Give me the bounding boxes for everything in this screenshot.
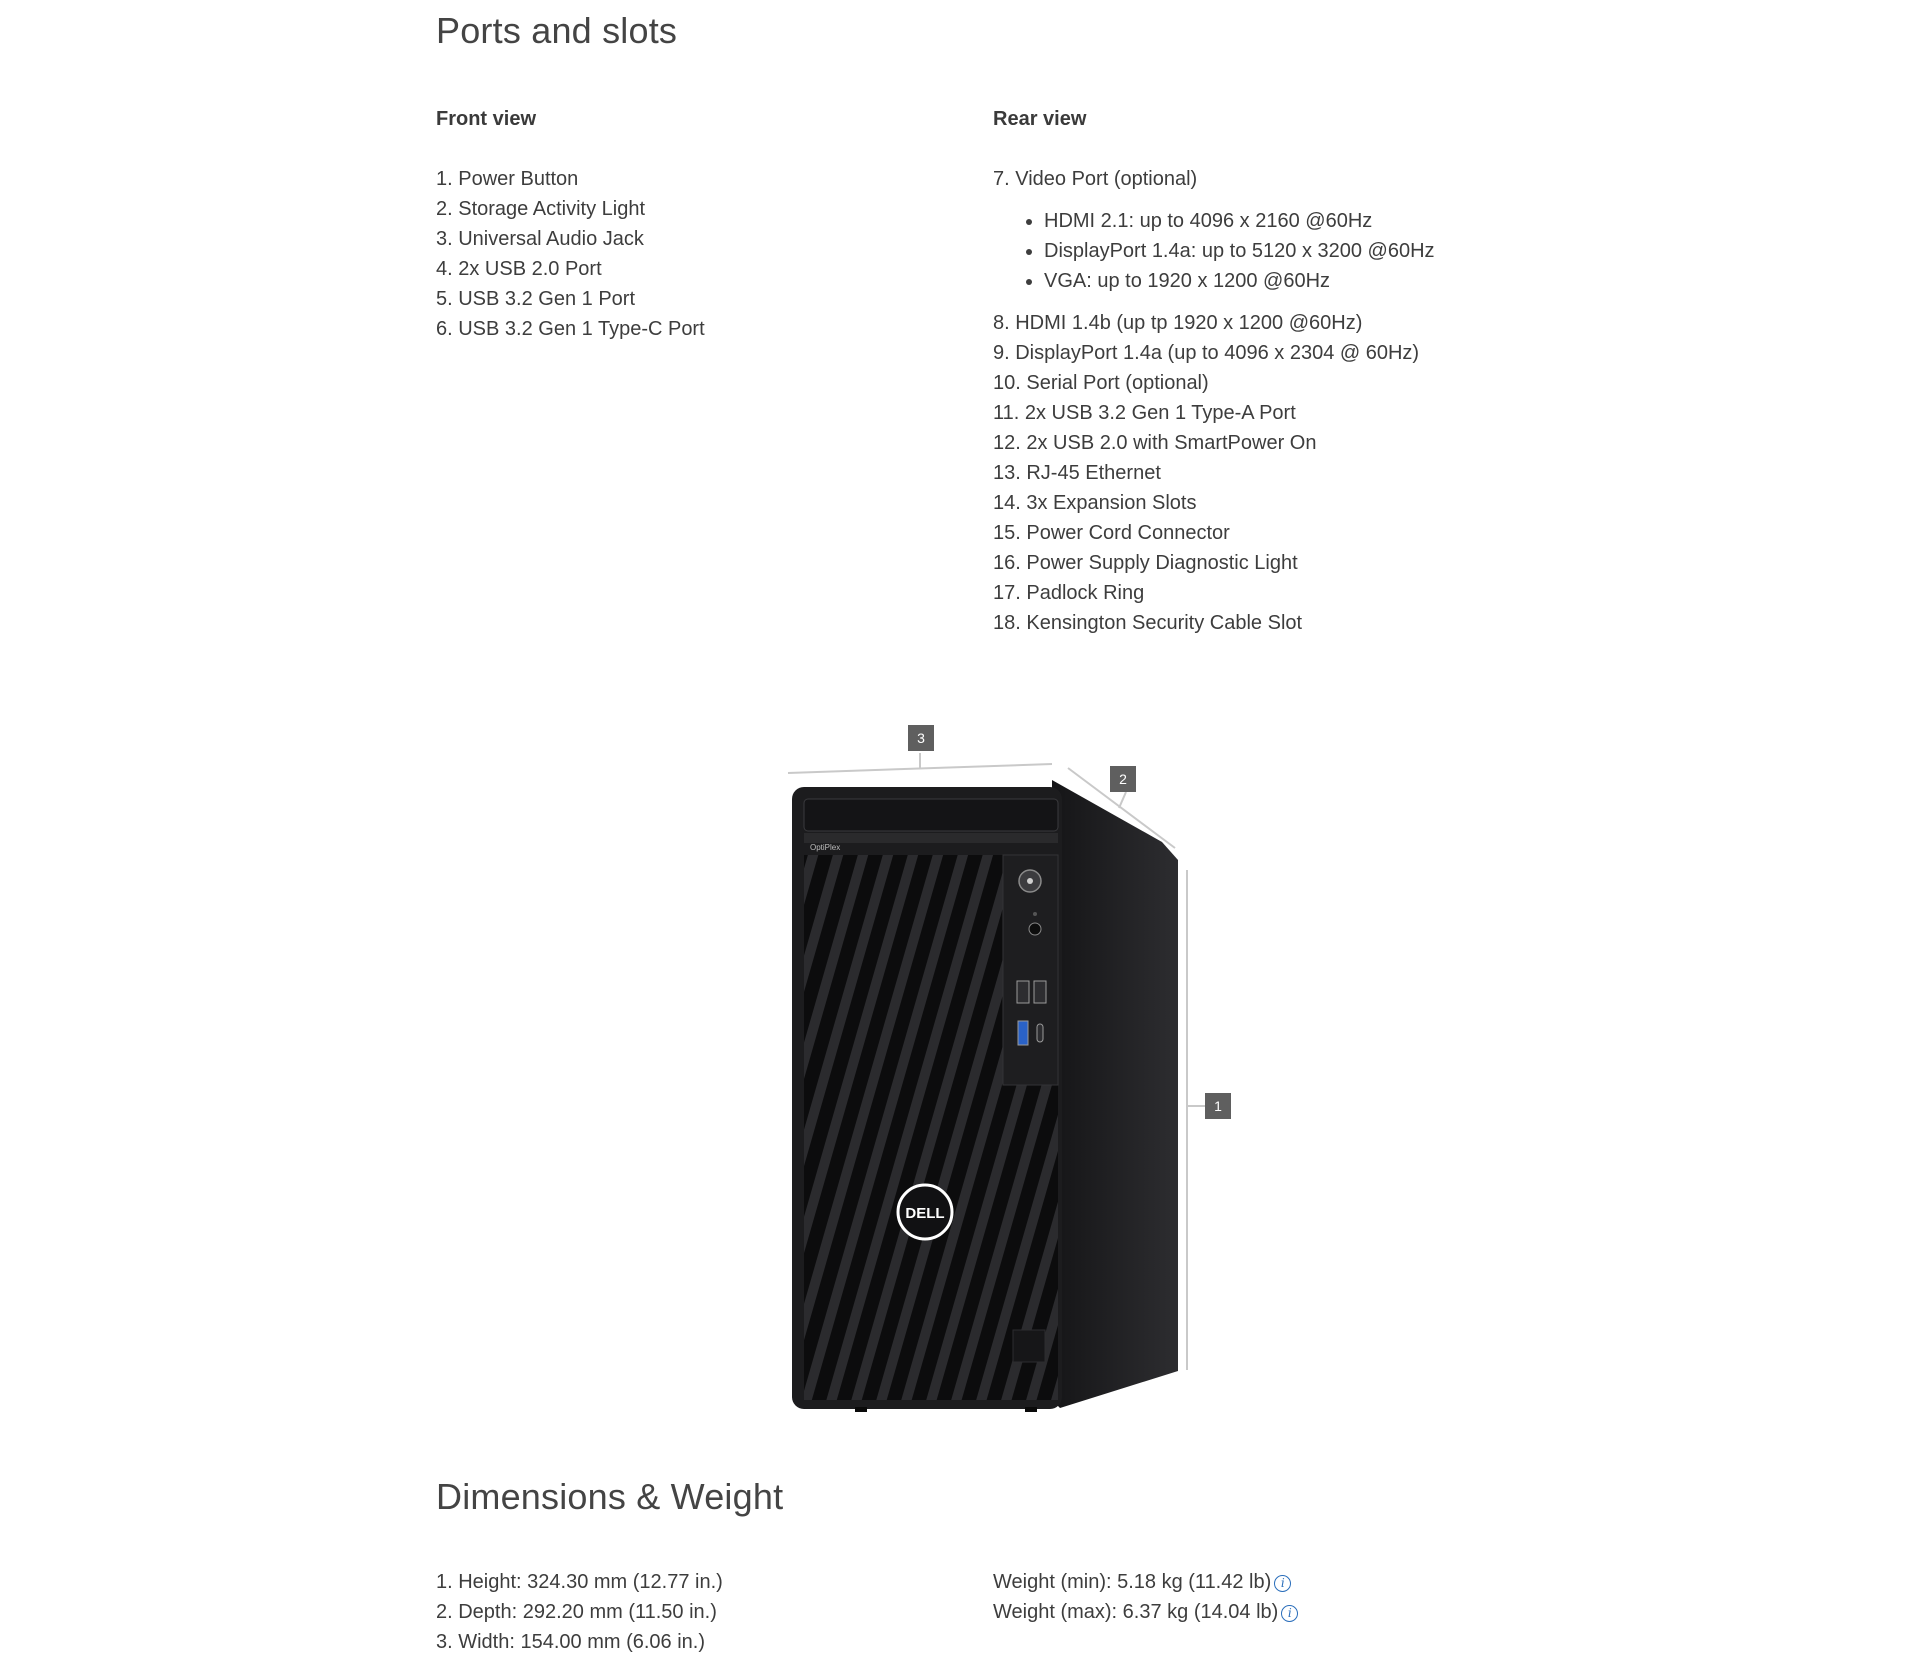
list-item: 2. Depth: 292.20 mm (11.50 in.) <box>436 1601 717 1623</box>
list-item: 5. USB 3.2 Gen 1 Port <box>436 288 635 310</box>
height-callout-label: 1 <box>1214 1098 1222 1114</box>
list-item: 4. 2x USB 2.0 Port <box>436 258 602 280</box>
depth-callout-label: 2 <box>1119 771 1127 787</box>
list-item: 1. Power Button <box>436 168 579 190</box>
usb-port-icon <box>1034 981 1046 1003</box>
dimensions-section-title: Dimensions & Weight <box>436 1476 784 1517</box>
usb-c-port-icon <box>1037 1024 1043 1042</box>
product-dimensions-figure <box>770 715 1250 1415</box>
list-item: 14. 3x Expansion Slots <box>993 492 1197 514</box>
depth-callout-badge <box>1110 766 1136 792</box>
dimensions-column <box>436 1567 723 1657</box>
list-item: 6. USB 3.2 Gen 1 Type-C Port <box>436 318 705 340</box>
front-view-column <box>436 104 705 344</box>
video-option: • VGA: up to 1920 x 1200 @60Hz <box>1044 266 1435 296</box>
list-item: 3. Universal Audio Jack <box>436 228 644 250</box>
ports-section-title: Ports and slots <box>436 10 678 51</box>
weight-column <box>993 1567 1298 1627</box>
list-item: 16. Power Supply Diagnostic Light <box>993 552 1298 574</box>
list-item: 8. HDMI 1.4b (up tp 1920 x 1200 @60Hz) <box>993 312 1363 334</box>
audio-jack-icon <box>1029 923 1041 935</box>
info-icon[interactable]: i <box>1274 1575 1291 1592</box>
brand-logo-text: DELL <box>905 1205 945 1222</box>
rear-view-column <box>993 104 1435 638</box>
width-callout-label: 3 <box>917 730 925 746</box>
list-item: 11. 2x USB 3.2 Gen 1 Type-A Port <box>993 402 1296 424</box>
list-item: 9. DisplayPort 1.4a (up to 4096 x 2304 @ 60Hz) <box>993 342 1420 364</box>
video-option: • HDMI 2.1: up to 4096 x 2160 @60Hz <box>1044 206 1435 236</box>
list-item: 10. Serial Port (optional) <box>993 372 1209 394</box>
list-item: 12. 2x USB 2.0 with SmartPower On <box>993 432 1317 454</box>
width-callout-badge <box>908 725 934 751</box>
rear-ports-list <box>993 164 1435 638</box>
dimensions-list <box>436 1567 723 1657</box>
weight-max-row <box>993 1597 1298 1627</box>
weight-min-text: Weight (min): 5.18 kg (11.42 lb) <box>993 1571 1272 1593</box>
list-item <box>993 164 1435 296</box>
list-item: 1. Height: 324.30 mm (12.77 in.) <box>436 1571 723 1593</box>
video-options-list <box>993 206 1435 296</box>
depth-leader-line <box>1119 792 1126 808</box>
list-item: 15. Power Cord Connector <box>993 522 1230 544</box>
front-ports-list <box>436 164 705 344</box>
desktop-tower-image <box>792 780 1178 1412</box>
list-item: 13. RJ-45 Ethernet <box>993 462 1161 484</box>
list-item: 3. Width: 154.00 mm (6.06 in.) <box>436 1631 706 1653</box>
list-item: 2. Storage Activity Light <box>436 198 646 220</box>
rear-view-heading: Rear view <box>993 108 1087 130</box>
list-item: 17. Padlock Ring <box>993 582 1145 604</box>
front-view-heading: Front view <box>436 108 537 130</box>
weight-max-text: Weight (max): 6.37 kg (14.04 lb) <box>993 1601 1279 1623</box>
model-label: OptiPlex <box>810 843 841 852</box>
usb-port-icon <box>1017 981 1029 1003</box>
list-item: 18. Kensington Security Cable Slot <box>993 612 1303 634</box>
usb-3-port-icon <box>1018 1021 1028 1045</box>
info-icon[interactable]: i <box>1281 1605 1298 1622</box>
weight-min-row <box>993 1567 1298 1597</box>
height-callout-badge <box>1205 1093 1231 1119</box>
video-port-label: 7. Video Port (optional) <box>993 168 1198 190</box>
video-option: • DisplayPort 1.4a: up to 5120 x 3200 @60Hz <box>1044 236 1435 266</box>
